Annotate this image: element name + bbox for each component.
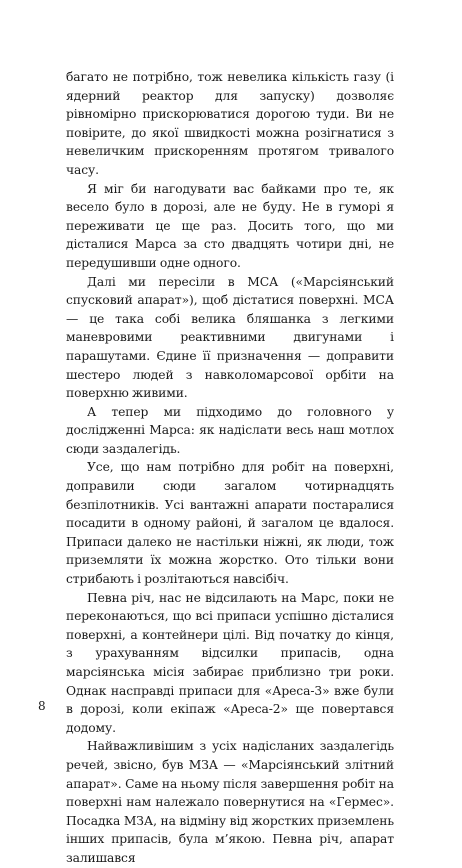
paragraph: Певна річ, нас не відсилають на Марс, поки не переконаються, що всі припаси успішно дісталися поверхні, а контейнери цілі. Від початку до кінця, з урахуванням відсилки припасів, одна марсіянська місія забирає приблизно три роки. Однак насправді припаси для «Ареса-3» вже були в дорозі, коли екіпаж «Ареса-2» ще повертався додому.: [66, 590, 394, 735]
paragraph: Я міг би нагодувати вас байками про те, як весело було в дорозі, але не буду. Не в гуморі я переживати це ще раз. Досить того, що ми дісталися Марса за сто двадцять чотири дні, не передушивши одне одного.: [66, 181, 394, 270]
paragraph: Далі ми пересіли в МСА («Марсіянський спусковий апарат»), щоб дістатися поверхні. МСА — це така собі велика бляшанка з легкими маневровими реактивними двигунами і парашутами. Єдине її призначення — доправити шестеро людей з навколомарсової орбіти на поверхню живими.: [66, 274, 394, 401]
page-number: 8: [38, 699, 46, 713]
paragraph-continued: багато не потрібно, тож невелика кількість газу (і ядерний реактор для запуску) дозволяє рівномірно прискорюватися дорогою туди. Ви не повірите, до якої швидкості можна розігнатися з невеличким прискоренням протягом тривалого часу.: [66, 70, 394, 177]
paragraph: Усе, що нам потрібно для робіт на поверхні, доправили сюди загалом чотирнадцять безпілотників. Усі вантажні апарати постаралися посадити в одному районі, й загалом це вдалося. Припаси далеко не настільки ніжні, як люди, тож приземляти їх можна жорстко. Ото тільки вони стрибають і розлітаються навсібіч.: [66, 460, 394, 587]
paragraph: А тепер ми підходимо до головного у дослідженні Марса: як надіслати весь наш мотлох сюди заздалегідь.: [66, 404, 394, 456]
body-text: [66, 68, 394, 868]
paragraph: Найважливішим з усіх надісланих заздалегідь речей, звісно, був МЗА — «Марсіянський злітний апарат». Саме на ньому після завершення робіт на поверхні нам належало повернутися на «Гермес». Посадка МЗА, на відміну від жорстких приземлень інших припасів, була м’якою. Певна річ, апарат залишався: [66, 739, 394, 865]
